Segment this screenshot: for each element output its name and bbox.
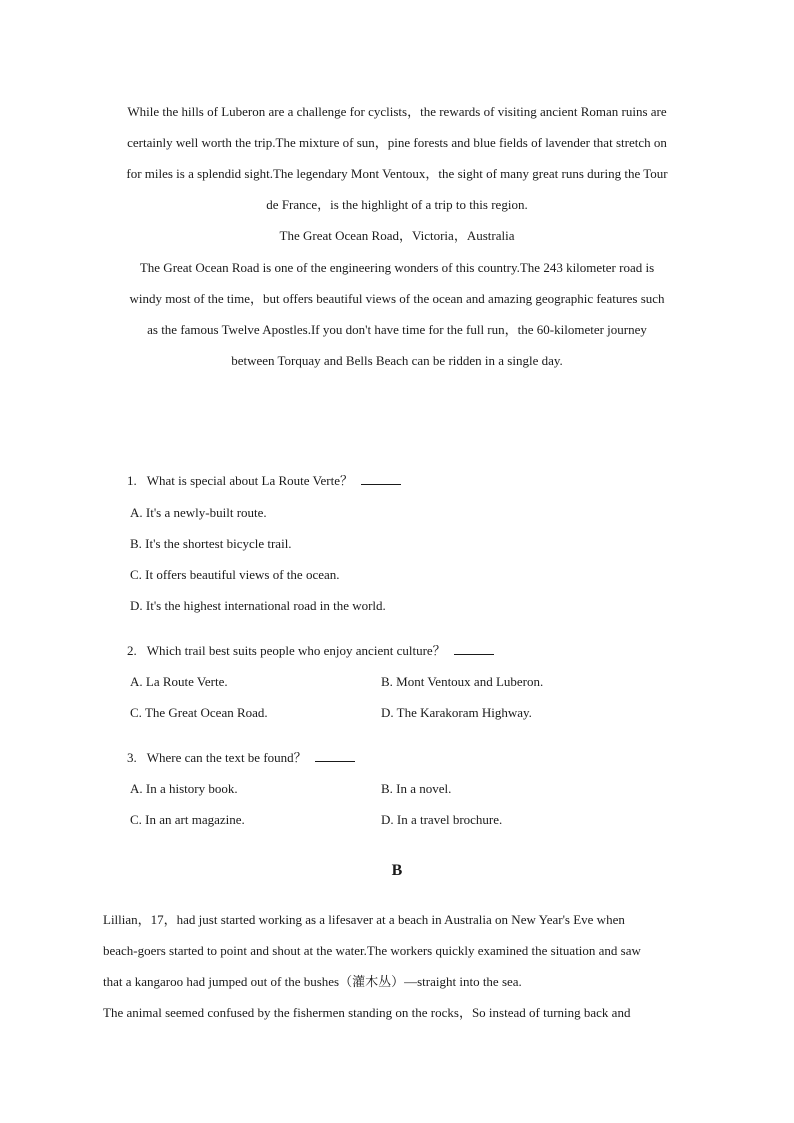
question-3 xyxy=(127,749,355,767)
q2-option-c[interactable] xyxy=(130,704,268,722)
q1-option-b[interactable] xyxy=(130,535,292,553)
option-text: In a history book. xyxy=(145,781,238,796)
section-b-line3: that a kangaroo had jumped out of the bushes（灌木丛）—straight into the sea. xyxy=(103,974,522,989)
option-letter: B. xyxy=(130,536,142,551)
passage-a-para2-line3: as the famous Twelve Apostles.If you don't have time for the full run，the 60-kilometer journey xyxy=(147,322,647,337)
section-b-heading: B xyxy=(391,862,403,879)
passage-a-para2-line2: windy most of the time，but offers beautiful views of the ocean and amazing geographic features such xyxy=(129,291,665,306)
passage-a-para1-line2: certainly well worth the trip.The mixture of sun，pine forests and blue fields of lavender that stretch on xyxy=(127,135,667,150)
option-text: In a travel brochure. xyxy=(396,812,503,827)
q3-option-c[interactable] xyxy=(130,811,245,829)
option-letter: D. xyxy=(381,705,394,720)
option-letter: C. xyxy=(130,567,142,582)
passage-a-para1-line4: de France，is the highlight of a trip to this region. xyxy=(266,197,528,212)
section-heading-great-ocean-road: The Great Ocean Road，Victoria，Australia xyxy=(279,228,515,243)
option-text: La Route Verte. xyxy=(145,674,228,689)
section-b-line1: Lillian，17，had just started working as a lifesaver at a beach in Australia on New Year's Eve when xyxy=(103,912,625,927)
option-letter: A. xyxy=(130,505,143,520)
passage-a-para1-line3: for miles is a splendid sight.The legendary Mont Ventoux，the sight of many great runs during the Tour xyxy=(126,166,668,181)
q1-option-c[interactable] xyxy=(130,566,340,584)
q3-option-a[interactable] xyxy=(130,780,238,798)
q3-option-d[interactable] xyxy=(381,811,502,829)
question-number: 3. xyxy=(127,750,137,765)
passage-a-para1-line1: While the hills of Luberon are a challenge for cyclists，the rewards of visiting ancient Roman ruins are xyxy=(127,104,667,119)
option-text: Mont Ventoux and Luberon. xyxy=(396,674,544,689)
option-text: In an art magazine. xyxy=(145,812,245,827)
answer-blank[interactable] xyxy=(454,642,494,655)
q3-option-b[interactable] xyxy=(381,780,451,798)
option-text: It's the highest international road in the world. xyxy=(145,598,386,613)
section-b-line2: beach-goers started to point and shout at the water.The workers quickly examined the situation and saw xyxy=(103,943,641,958)
option-letter: C. xyxy=(130,705,142,720)
q2-option-b[interactable] xyxy=(381,673,543,691)
question-number: 1. xyxy=(127,473,137,488)
passage-a-para2-line4: between Torquay and Bells Beach can be ridden in a single day. xyxy=(231,353,563,368)
option-text: The Great Ocean Road. xyxy=(144,705,268,720)
option-text: It offers beautiful views of the ocean. xyxy=(145,567,340,582)
option-text: In a novel. xyxy=(396,781,452,796)
answer-blank[interactable] xyxy=(315,749,355,762)
answer-blank[interactable] xyxy=(361,472,401,485)
option-letter: A. xyxy=(130,674,143,689)
option-letter: A. xyxy=(130,781,143,796)
option-letter: B. xyxy=(381,781,393,796)
q1-option-d[interactable] xyxy=(130,597,386,615)
q2-option-a[interactable] xyxy=(130,673,228,691)
option-text: The Karakoram Highway. xyxy=(396,705,532,720)
question-number: 2. xyxy=(127,643,137,658)
question-2 xyxy=(127,642,494,660)
section-b-line4: The animal seemed confused by the fishermen standing on the rocks，So instead of turning back and xyxy=(103,1005,631,1020)
option-letter: C. xyxy=(130,812,142,827)
question-text: What is special about La Route Verte？ xyxy=(146,473,354,488)
question-text: Where can the text be found？ xyxy=(146,750,307,765)
option-letter: D. xyxy=(381,812,394,827)
option-text: It's a newly-built route. xyxy=(145,505,267,520)
q2-option-d[interactable] xyxy=(381,704,532,722)
q1-option-a[interactable] xyxy=(130,504,267,522)
question-1 xyxy=(127,472,401,490)
option-letter: B. xyxy=(381,674,393,689)
option-text: It's the shortest bicycle trail. xyxy=(145,536,292,551)
passage-a-para2-line1: The Great Ocean Road is one of the engineering wonders of this country.The 243 kilometer road is xyxy=(139,260,655,275)
option-letter: D. xyxy=(130,598,143,613)
question-text: Which trail best suits people who enjoy ancient culture？ xyxy=(146,643,446,658)
